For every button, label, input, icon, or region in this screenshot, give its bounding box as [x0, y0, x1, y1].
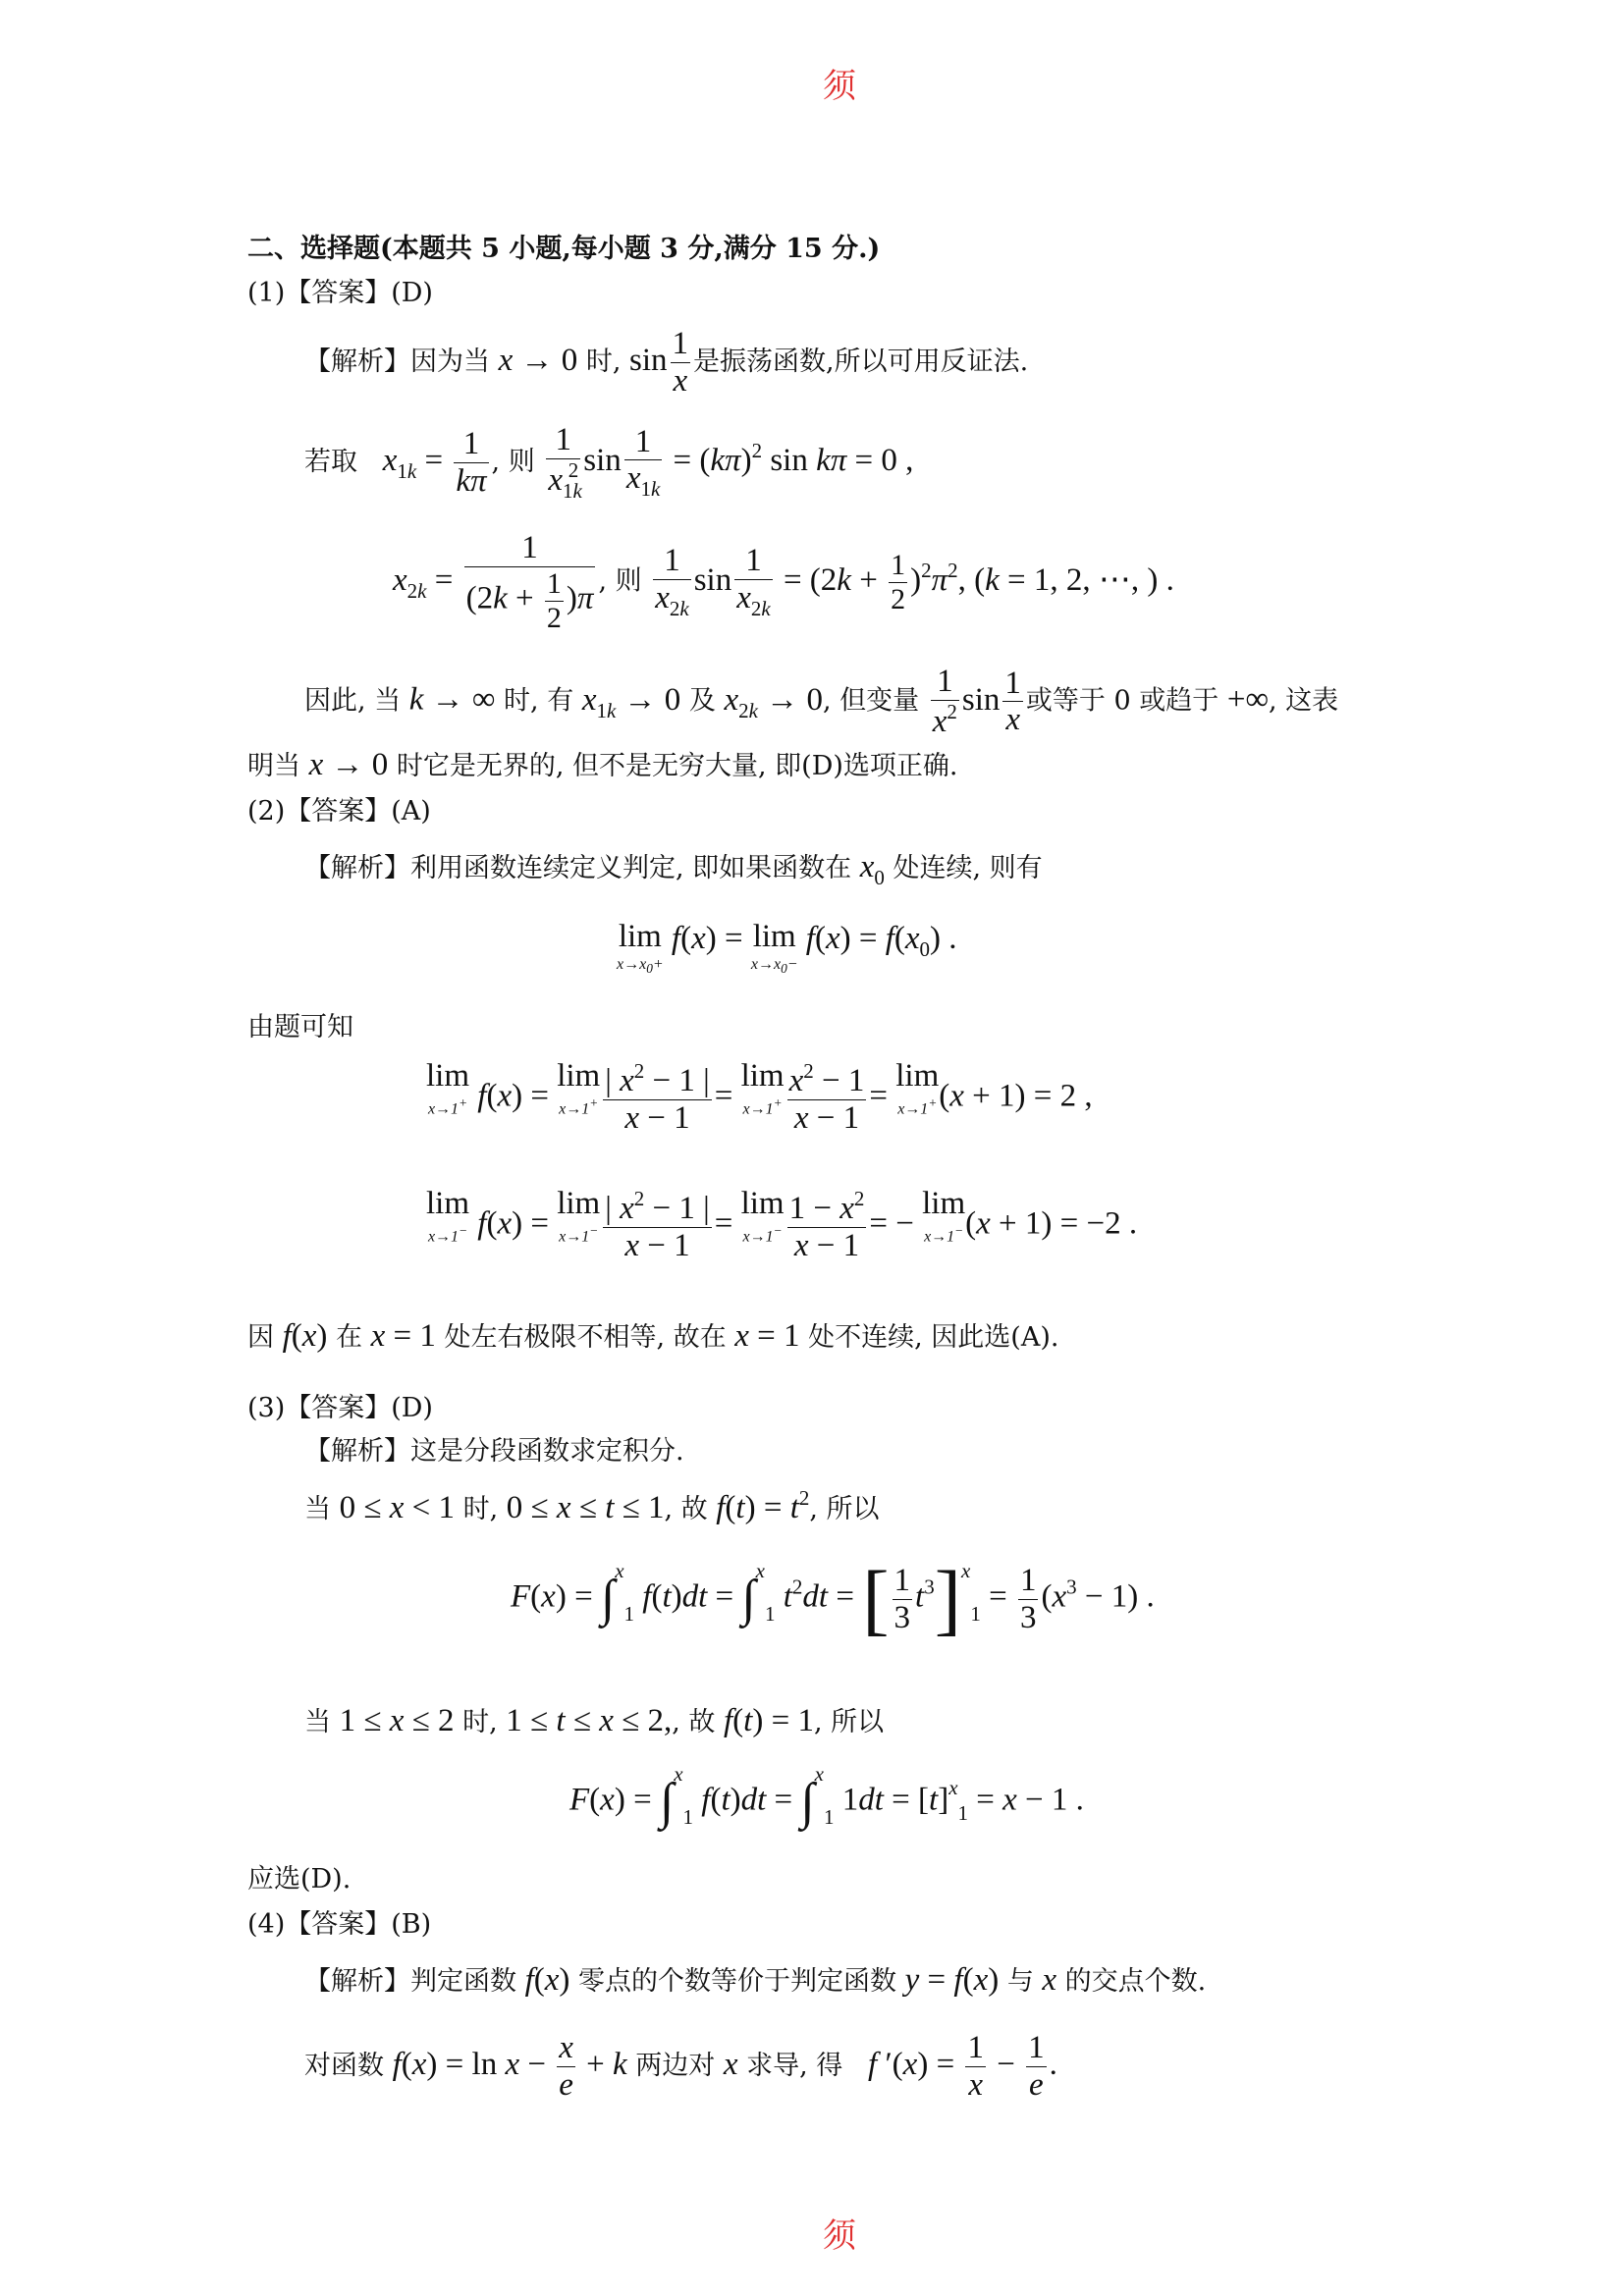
- q3-case2-integral: F(x) = ∫$^x_1$ f(t)dt = ∫$^x_1$ $1dt = [t]^x_1 = x - 1$ .: [569, 1761, 1084, 1830]
- q1-analysis-line: 【解析】因为当 x → 0 时, sin $\frac{1}{x}$ 是振荡函数,所以可用反证法.: [304, 326, 1029, 399]
- header-marker: 须: [823, 67, 856, 106]
- q2-answer-label: (2)【答案】(A): [247, 796, 431, 827]
- q3-case1-integral: F(x) = ∫$^x_1$ f(t)dt = ∫$^x_1$ $t^2dt$ = [ $\frac{1}{3}$ $t^3]^x_1$ = $\frac{1}{3}$ $(x^3 - 1)$ .: [511, 1554, 1155, 1643]
- q1-second-seq-line: $x_{2k}$ = 1 (2k + $\frac{1}{2}$ )π , 则 $\frac{1}{x_{2k}}$ sin $\frac{1}{x_{2k}}$ = (2k + $\frac{1}{2}$ )$^2\pi^2$, (k = 1, 2, ⋯, ) .: [393, 530, 1174, 634]
- analysis-tag: 【解析】: [304, 1966, 410, 1997]
- footer-marker: 须: [823, 2216, 856, 2256]
- q4-answer-label: (4)【答案】(B): [247, 1909, 432, 1940]
- analysis-tag: 【解析】: [304, 347, 410, 378]
- q2-right-limit: lim x→1+ f(x) = lim x→1+ $\frac{| x^2 - 1 |}{x - 1}$ = lim x→1+ $\frac{x^2 - 1}{x - 1}$ = lim x→1+ (x + 1) = 2 ,: [426, 1058, 1093, 1136]
- q1-answer-label: (1)【答案】(D): [247, 278, 433, 308]
- q2-continuity-formula: lim $x\to x_0+$ f(x) = lim $x\to x_0-$ $f(x) = f(x_0)$ .: [617, 919, 957, 977]
- q3-choose-line: 应选(D).: [247, 1864, 352, 1895]
- q1-conclusion-line: 明当 x → 0 时它是无界的, 但不是无穷大量, 即(D)选项正确.: [247, 747, 958, 782]
- section-title: 二、选择题(本题共 5 小题,每小题 3 分,满分 15 分.): [247, 234, 881, 264]
- analysis-tag: 【解析】: [304, 1436, 410, 1467]
- q3-case2-line: 当 1 ≤ x ≤ 2 时, 1 ≤ t ≤ x ≤ 2,, 故 f(t) = 1, 所以: [304, 1703, 885, 1738]
- q2-known-label: 由题可知: [247, 1012, 353, 1042]
- q1-take-line: 若取 $x_{1k}$ = $\frac{1}{k\pi}$ , 则 $\frac{1}{x_{1k}^2}$ sin $\frac{1}{x_{1k}}$ = $(k\pi)^2$ sin kπ = 0 ,: [304, 422, 914, 503]
- q3-answer-label: (3)【答案】(D): [247, 1393, 433, 1423]
- q2-left-limit: lim x→1− f(x) = lim x→1− $\frac{| x^2 - 1 |}{x - 1}$ = lim x→1− $\frac{1 - x^2}{x - 1}$ = − lim x→1− (x + 1) = −2 .: [426, 1186, 1138, 1263]
- q3-case1-line: 当 0 ≤ x < 1 时, 0 ≤ x ≤ t ≤ 1, 故 $f(t) = t^2$, 所以: [304, 1486, 880, 1525]
- q2-analysis-line: 【解析】利用函数连续定义判定, 即如果函数在 $x_0$ 处连续, 则有: [304, 849, 1043, 889]
- q2-conclusion-line: 因 f(x) 在 x = 1 处左右极限不相等, 故在 x = 1 处不连续, 因此选(A).: [247, 1318, 1059, 1354]
- q4-derivative-line: 对函数 f(x) = ln x − $\frac{x}{e}$ + k 两边对 x 求导, 得 f ′(x) = $\frac{1}{x}$ − $\frac{1}{e}$ .: [304, 2030, 1057, 2103]
- q1-hence-line: 因此, 当 k → ∞ 时, 有 $x_{1k} \to 0$ 及 $x_{2k} \to 0$, 但变量 $\frac{1}{x^2}$ sin $\frac{1}{x}$ 或等于 0 或趋于 +∞, 这表: [304, 664, 1339, 739]
- q3-analysis-line: 【解析】这是分段函数求定积分.: [304, 1436, 684, 1467]
- analysis-tag: 【解析】: [304, 853, 410, 883]
- q4-analysis-line: 【解析】判定函数 f(x) 零点的个数等价于判定函数 y = f(x) 与 x 的交点个数.: [304, 1962, 1207, 1998]
